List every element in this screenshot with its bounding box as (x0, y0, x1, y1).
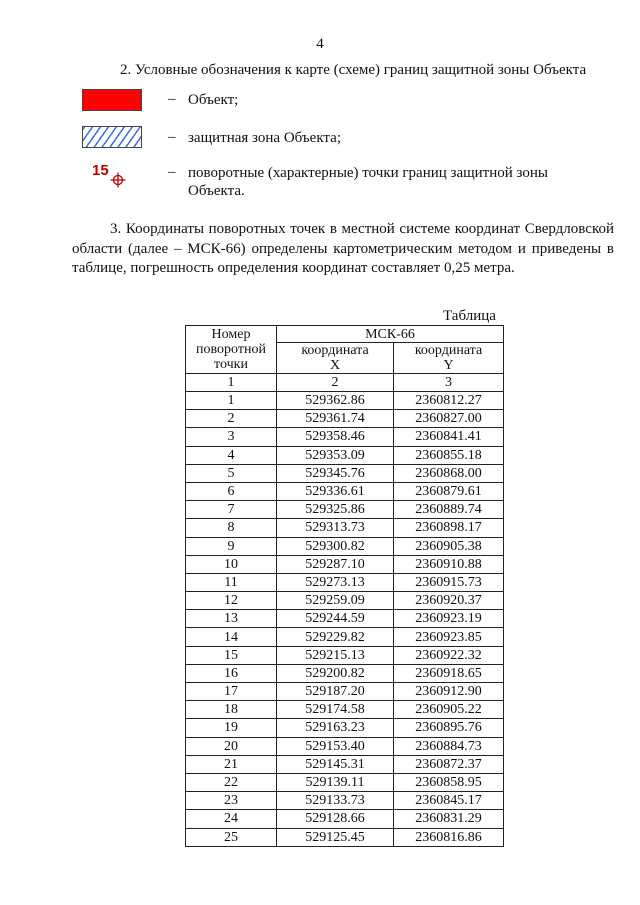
header-text: координата (414, 343, 483, 358)
y-coordinate-cell: 2360920.37 (394, 592, 504, 610)
y-coordinate-cell: 2360827.00 (394, 410, 504, 428)
point-number-cell: 15 (186, 646, 277, 664)
x-coordinate-cell: 529139.11 (277, 773, 394, 791)
point-number-cell: 22 (186, 773, 277, 791)
table-row (186, 519, 504, 537)
y-coordinate-cell: 2360816.86 (394, 828, 504, 846)
index-cell: 1 (186, 374, 277, 392)
table-row (186, 628, 504, 646)
table-row (186, 446, 504, 464)
table-row (186, 828, 504, 846)
point-number-cell: 18 (186, 701, 277, 719)
x-coordinate-cell: 529287.10 (277, 555, 394, 573)
x-coordinate-cell: 529229.82 (277, 628, 394, 646)
point-number-cell: 9 (186, 537, 277, 555)
table-row (186, 482, 504, 500)
x-coordinate-cell: 529300.82 (277, 537, 394, 555)
table-row (186, 555, 504, 573)
y-coordinate-cell: 2360884.73 (394, 737, 504, 755)
x-coordinate-cell: 529273.13 (277, 573, 394, 591)
header-text: точки (214, 357, 248, 372)
legend-label-points-line2: Объекта. (188, 183, 245, 199)
legend-label-points-line1: поворотные (характерные) точки границ защитной зоны (188, 165, 548, 181)
point-number-cell: 24 (186, 810, 277, 828)
y-coordinate-cell: 2360868.00 (394, 464, 504, 482)
table-row (186, 792, 504, 810)
x-coordinate-cell: 529325.86 (277, 501, 394, 519)
table-row (186, 755, 504, 773)
header-text: Y (443, 358, 454, 373)
header-point-number (186, 326, 277, 374)
point-number-cell: 19 (186, 719, 277, 737)
x-coordinate-cell: 529187.20 (277, 683, 394, 701)
page-number: 4 (316, 36, 324, 52)
table-row (186, 664, 504, 682)
y-coordinate-cell: 2360889.74 (394, 501, 504, 519)
y-coordinate-cell: 2360898.17 (394, 519, 504, 537)
y-coordinate-cell: 2360841.41 (394, 428, 504, 446)
zone-hatch-swatch (82, 126, 142, 148)
x-coordinate-cell: 529125.45 (277, 828, 394, 846)
y-coordinate-cell: 2360845.17 (394, 792, 504, 810)
x-coordinate-cell: 529362.86 (277, 392, 394, 410)
point-number-cell: 20 (186, 737, 277, 755)
x-coordinate-cell: 529353.09 (277, 446, 394, 464)
index-cell: 3 (394, 374, 504, 392)
y-coordinate-cell: 2360812.27 (394, 392, 504, 410)
point-number-cell: 2 (186, 410, 277, 428)
table-row (186, 537, 504, 555)
point-number-cell: 8 (186, 519, 277, 537)
column-index-row (186, 374, 504, 392)
x-coordinate-cell: 529215.13 (277, 646, 394, 664)
y-coordinate-cell: 2360923.19 (394, 610, 504, 628)
x-coordinate-cell: 529361.74 (277, 410, 394, 428)
x-coordinate-cell: 529345.76 (277, 464, 394, 482)
point-number-cell: 17 (186, 683, 277, 701)
legend-label-object: Объект; (188, 92, 239, 108)
legend-dash: – (168, 91, 176, 107)
point-number-cell: 16 (186, 664, 277, 682)
table-row (186, 701, 504, 719)
legend-dash: – (168, 129, 176, 145)
y-coordinate-cell: 2360855.18 (394, 446, 504, 464)
table-row (186, 592, 504, 610)
point-number-cell: 21 (186, 755, 277, 773)
y-coordinate-cell: 2360858.95 (394, 773, 504, 791)
header-y (394, 343, 504, 374)
x-coordinate-cell: 529259.09 (277, 592, 394, 610)
crosshair-icon (110, 172, 126, 188)
table-row (186, 810, 504, 828)
x-coordinate-cell: 529200.82 (277, 664, 394, 682)
header-msk66: МСК-66 (277, 326, 504, 343)
point-number-cell: 1 (186, 392, 277, 410)
point-number-cell: 23 (186, 792, 277, 810)
point-number-cell: 14 (186, 628, 277, 646)
point-number-cell: 10 (186, 555, 277, 573)
header-text: Номер (211, 327, 251, 342)
y-coordinate-cell: 2360831.29 (394, 810, 504, 828)
header-text: поворотной (196, 342, 266, 357)
x-coordinate-cell: 529174.58 (277, 701, 394, 719)
x-coordinate-cell: 529163.23 (277, 719, 394, 737)
x-coordinate-cell: 529145.31 (277, 755, 394, 773)
coordinates-paragraph: 3. Координаты поворотных точек в местной системе координат Свердловской области (далее – МСК-66) определены картометрическим методом и приведены в таблице, погрешность определения координат составляет 0,25 метра. (72, 221, 614, 276)
x-coordinate-cell: 529128.66 (277, 810, 394, 828)
y-coordinate-cell: 2360905.38 (394, 537, 504, 555)
turning-point-symbol (92, 162, 132, 192)
index-cell: 2 (277, 374, 394, 392)
table-caption: Таблица (443, 308, 496, 324)
point-number-cell: 5 (186, 464, 277, 482)
legend-label-points (188, 164, 548, 200)
table-row (186, 410, 504, 428)
x-coordinate-cell: 529358.46 (277, 428, 394, 446)
y-coordinate-cell: 2360918.65 (394, 664, 504, 682)
table-row (186, 719, 504, 737)
x-coordinate-cell: 529153.40 (277, 737, 394, 755)
table-row (186, 646, 504, 664)
point-number-cell: 25 (186, 828, 277, 846)
point-number-cell: 3 (186, 428, 277, 446)
table-row (186, 501, 504, 519)
header-text: координата (301, 343, 369, 358)
y-coordinate-cell: 2360922.32 (394, 646, 504, 664)
table-row (186, 464, 504, 482)
table-row (186, 428, 504, 446)
point-number-cell: 6 (186, 482, 277, 500)
y-coordinate-cell: 2360872.37 (394, 755, 504, 773)
x-coordinate-cell: 529244.59 (277, 610, 394, 628)
header-x (277, 343, 394, 374)
table-row (186, 610, 504, 628)
x-coordinate-cell: 529133.73 (277, 792, 394, 810)
table-row (186, 737, 504, 755)
point-number-cell: 12 (186, 592, 277, 610)
table-row (186, 392, 504, 410)
y-coordinate-cell: 2360910.88 (394, 555, 504, 573)
y-coordinate-cell: 2360879.61 (394, 482, 504, 500)
object-fill-swatch (82, 89, 142, 111)
legend-label-zone: защитная зона Объекта; (188, 130, 341, 146)
table-row (186, 773, 504, 791)
legend-heading: 2. Условные обозначения к карте (схеме) границ защитной зоны Объекта (120, 62, 587, 78)
y-coordinate-cell: 2360915.73 (394, 573, 504, 591)
y-coordinate-cell: 2360923.85 (394, 628, 504, 646)
point-number-cell: 4 (186, 446, 277, 464)
point-number-label: 15 (92, 162, 109, 179)
x-coordinate-cell: 529336.61 (277, 482, 394, 500)
point-number-cell: 7 (186, 501, 277, 519)
y-coordinate-cell: 2360905.22 (394, 701, 504, 719)
table-body (186, 392, 504, 847)
table-row (186, 683, 504, 701)
table-row (186, 573, 504, 591)
coordinates-table (185, 325, 504, 847)
y-coordinate-cell: 2360912.90 (394, 683, 504, 701)
point-number-cell: 11 (186, 573, 277, 591)
y-coordinate-cell: 2360895.76 (394, 719, 504, 737)
header-text: X (329, 358, 341, 373)
legend-dash: – (168, 164, 176, 180)
point-number-cell: 13 (186, 610, 277, 628)
x-coordinate-cell: 529313.73 (277, 519, 394, 537)
